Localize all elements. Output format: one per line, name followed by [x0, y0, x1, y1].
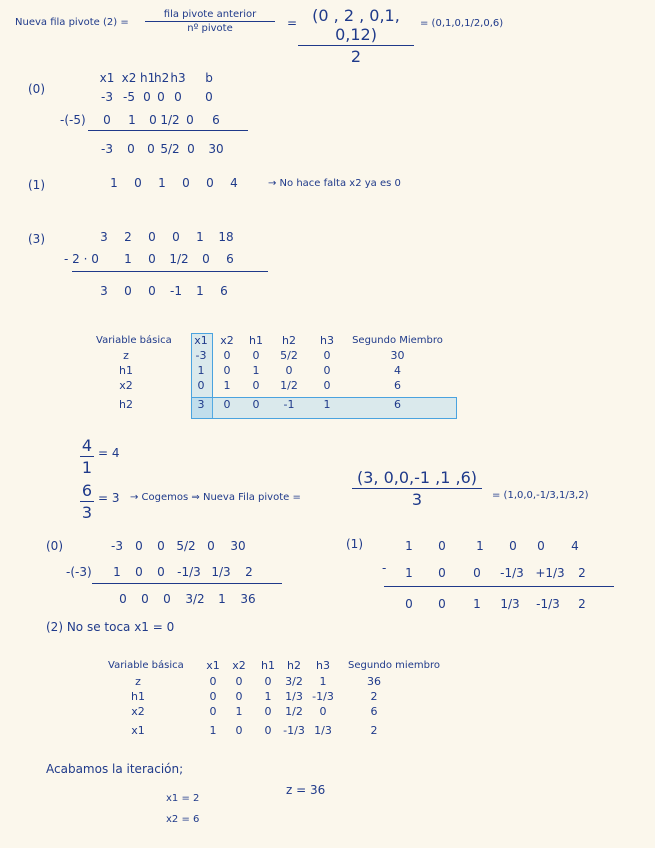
cell: 0	[163, 592, 171, 606]
cell: 6	[220, 284, 228, 298]
step2-numerator-1: fila pivote anterior	[163, 9, 257, 20]
ratio-1-value: = 4	[98, 446, 120, 460]
cell: x2	[131, 705, 145, 718]
step2-label: Nueva fila pivote (2) =	[15, 17, 129, 28]
cell: 3	[197, 397, 205, 411]
block3-row-a	[92, 230, 240, 244]
cell: z	[123, 349, 129, 362]
cell: 0	[186, 113, 194, 127]
header-cell: x1	[206, 658, 220, 672]
cell: 18	[218, 230, 234, 244]
cell: 1/2	[169, 252, 189, 266]
ratio-1-den: 1	[81, 458, 93, 477]
cell: -1/3	[536, 597, 560, 611]
block0b-label: (0)	[46, 539, 63, 553]
cell: 0	[202, 252, 210, 266]
block1-row	[102, 176, 246, 190]
cell: 1	[323, 397, 331, 411]
cell: 5/2	[176, 539, 196, 553]
simplex-table-2	[108, 656, 449, 741]
header-x2: x2	[121, 71, 137, 85]
cell: 0	[438, 539, 446, 553]
cell: -3	[101, 142, 113, 156]
cell: 0	[209, 690, 217, 703]
cell: 0	[157, 90, 165, 104]
step2-result: = (0,1,0,1/2,0,6)	[420, 18, 504, 29]
cell: 4	[230, 176, 238, 190]
cell: h1	[131, 690, 145, 703]
table-row	[96, 378, 450, 393]
cell: 6	[370, 705, 378, 718]
cell: 36	[367, 675, 381, 688]
cell: 1	[476, 539, 484, 553]
header-x1: x1	[99, 71, 115, 85]
block1b-underline	[384, 586, 614, 587]
cell: 0	[127, 142, 135, 156]
cell: 0	[148, 284, 156, 298]
cell: 0	[205, 90, 213, 104]
cell: 1	[218, 592, 226, 606]
header-cell: h2	[287, 658, 301, 672]
cell: 3	[100, 230, 108, 244]
cell: 0	[264, 675, 272, 688]
cell: 3/2	[185, 592, 205, 606]
block0b-multiplier: -(-3)	[66, 565, 92, 579]
table-row	[108, 719, 449, 741]
cell: 0	[223, 349, 231, 362]
cell: 0	[119, 592, 127, 606]
cell: 0	[235, 690, 243, 703]
table-row	[108, 674, 449, 689]
cell: -1/3	[500, 566, 524, 580]
cell: -1/3	[312, 690, 334, 703]
header-b: b	[205, 71, 213, 85]
cell: -5	[123, 90, 135, 104]
block0-label: (0)	[28, 82, 45, 96]
cell: 0	[147, 142, 155, 156]
cell: 1	[158, 176, 166, 190]
final-z: z = 36	[286, 783, 326, 797]
step2-equals: =	[287, 16, 298, 30]
cell: 0	[264, 705, 272, 718]
block1b-row-b	[396, 566, 596, 580]
cell: 1	[128, 113, 136, 127]
cell: 1	[196, 230, 204, 244]
cell: x2	[119, 379, 133, 392]
cell: 1	[197, 364, 205, 377]
ratio-2-note: → Cogemos ⇒ Nueva Fila pivote =	[130, 492, 301, 503]
cell: 1	[405, 539, 413, 553]
cell: 4	[394, 364, 401, 377]
header-cell: h3	[316, 658, 330, 672]
cell: 30	[230, 539, 246, 553]
cell: 1	[196, 284, 204, 298]
cell: 0	[252, 349, 260, 362]
header-h1: h1	[140, 71, 156, 85]
cell: 0	[223, 364, 231, 377]
cell: 1	[405, 566, 413, 580]
cell: 0	[174, 90, 182, 104]
cell: 0	[135, 539, 143, 553]
block1b-row-c	[396, 597, 596, 611]
cell: -1/3	[283, 723, 305, 737]
cell: 0	[207, 539, 215, 553]
cell: 0	[223, 397, 231, 411]
cell: -1/3	[177, 565, 201, 579]
cell: 0	[285, 364, 293, 377]
table-row	[96, 395, 450, 413]
cell: 1	[252, 364, 260, 377]
table-row	[96, 363, 450, 378]
cell: 1	[113, 565, 121, 579]
header-cell: x1	[194, 334, 208, 347]
block0-underline	[88, 130, 248, 131]
cell: 0	[124, 284, 132, 298]
cell: 1/2	[160, 113, 180, 127]
cell: 2	[370, 723, 378, 737]
cell: h2	[119, 397, 133, 411]
cell: 6	[394, 379, 401, 392]
cell: 0	[438, 566, 446, 580]
header-cell: h3	[320, 334, 334, 347]
final-x2: x2 = 6	[166, 814, 200, 825]
cell: 0	[509, 539, 517, 553]
header-cell: x2	[220, 334, 234, 347]
cell: 0	[143, 90, 151, 104]
step2-numerator-2: (0 , 2 , 0,1, 0,12)	[312, 6, 400, 44]
cell: 0	[323, 379, 331, 392]
cell: 0	[209, 675, 217, 688]
cell: 0	[187, 142, 195, 156]
cell: 1	[319, 675, 327, 688]
ratio-2-value: = 3	[98, 491, 120, 505]
cell: 0	[537, 539, 545, 553]
ratio-2	[80, 481, 94, 522]
header-cell: Variable básica	[108, 659, 184, 671]
cell: 1/2	[285, 705, 303, 718]
cell: 1/3	[211, 565, 231, 579]
cell: 0	[252, 379, 260, 392]
pivot-numerator: (3, 0,0,-1 ,1 ,6)	[356, 468, 478, 487]
cell: 0	[438, 597, 446, 611]
cell: 6	[394, 397, 401, 411]
cell: 1/3	[314, 723, 332, 737]
cell: 0	[157, 539, 165, 553]
step2-fraction-1	[145, 9, 275, 34]
block0-row-a	[96, 90, 230, 104]
cell: 5/2	[160, 142, 180, 156]
cell: 0	[405, 597, 413, 611]
cell: 0	[206, 176, 214, 190]
cell: 1/3	[500, 597, 520, 611]
cell: x1	[131, 723, 145, 737]
cell: 0	[148, 230, 156, 244]
block3-row-c	[92, 284, 236, 298]
cell: 1	[264, 690, 272, 703]
cell: 3/2	[285, 675, 303, 688]
pivot-fraction	[352, 468, 482, 509]
cell: 0	[103, 113, 111, 127]
cell: 0	[157, 565, 165, 579]
cell: 0	[323, 349, 331, 362]
block0-row-c	[96, 142, 232, 156]
block1b-row-a	[396, 539, 596, 553]
header-cell: h2	[282, 334, 296, 347]
cell: 0	[319, 705, 327, 718]
cell: -3	[111, 539, 123, 553]
cell: -1	[170, 284, 182, 298]
block1-label: (1)	[28, 178, 45, 192]
note-row-2: (2) No se toca x1 = 0	[46, 620, 175, 634]
pivot-result: = (1,0,0,-1/3,1/3,2)	[492, 490, 589, 501]
step2-denominator-1: nº pivote	[187, 23, 233, 34]
final-x1: x1 = 2	[166, 793, 200, 804]
cell: 0	[209, 705, 217, 718]
table-row	[96, 348, 450, 363]
cell: 2	[124, 230, 132, 244]
block0-row-b	[96, 113, 232, 127]
header-cell: h1	[261, 658, 275, 672]
table-header	[96, 333, 450, 348]
cell: 0	[252, 397, 260, 411]
header-cell: Variable básica	[96, 335, 172, 346]
step2-denominator-2: 2	[350, 47, 362, 66]
ratio-1	[80, 436, 94, 477]
block1b-label: (1)	[346, 537, 363, 551]
simplex-table-1	[96, 333, 450, 413]
cell: 0	[182, 176, 190, 190]
cell: 2	[245, 565, 253, 579]
cell: 0	[134, 176, 142, 190]
block3-multiplier: - 2 · 0	[64, 252, 99, 266]
block0b-row-a	[106, 539, 254, 553]
header-cell: x2	[232, 658, 246, 672]
header-cell: Segundo miembro	[348, 659, 440, 671]
cell: 0	[135, 565, 143, 579]
cell: 30	[390, 349, 405, 362]
cell: 0	[141, 592, 149, 606]
block0-header	[96, 71, 230, 85]
cell: 0	[473, 566, 481, 580]
cell: h1	[119, 364, 133, 377]
cell: 1	[110, 176, 118, 190]
cell: 0	[148, 252, 156, 266]
table-header	[108, 656, 449, 674]
cell: -3	[195, 349, 207, 362]
cell: +1/3	[535, 566, 565, 580]
table-row	[108, 704, 449, 719]
cell: 0	[149, 113, 157, 127]
block0b-row-c	[112, 592, 264, 606]
cell: 6	[226, 252, 234, 266]
block3-underline	[72, 271, 268, 272]
cell: 0	[235, 723, 243, 737]
cell: 1/2	[280, 379, 298, 392]
cell: 1/3	[285, 690, 303, 703]
header-cell: h1	[249, 334, 263, 347]
cell: 0	[172, 230, 180, 244]
cell: 0	[323, 364, 331, 377]
header-h3: h3	[170, 71, 186, 85]
step2-fraction-2	[298, 6, 414, 66]
cell: 3	[100, 284, 108, 298]
cell: 0	[197, 379, 205, 392]
cell: 2	[578, 566, 586, 580]
block0b-row-b	[106, 565, 262, 579]
ratio-2-num: 6	[81, 481, 93, 500]
cell: 1	[209, 723, 217, 737]
ratio-2-den: 3	[81, 503, 93, 522]
cell: 1	[473, 597, 481, 611]
block0b-underline	[92, 583, 282, 584]
block1-note: → No hace falta x2 ya es 0	[268, 178, 401, 189]
cell: 2	[578, 597, 586, 611]
cell: -1	[283, 397, 295, 411]
block3-label: (3)	[28, 232, 45, 246]
pivot-denominator: 3	[411, 490, 423, 509]
cell: 1	[124, 252, 132, 266]
cell: 6	[212, 113, 220, 127]
block3-row-b	[116, 252, 242, 266]
cell: -3	[101, 90, 113, 104]
block1b-minus: -	[382, 561, 387, 575]
block0-multiplier: -(-5)	[60, 113, 86, 127]
cell: 2	[370, 690, 378, 703]
cell: 30	[208, 142, 224, 156]
cell: 0	[264, 723, 272, 737]
final-text: Acabamos la iteración;	[46, 762, 184, 776]
ratio-1-num: 4	[81, 436, 93, 455]
cell: 0	[235, 675, 243, 688]
header-h2: h2	[154, 71, 170, 85]
cell: 1	[223, 379, 231, 392]
header-cell: Segundo Miembro	[352, 335, 443, 346]
table-row	[108, 689, 449, 704]
cell: z	[135, 675, 141, 688]
cell: 1	[235, 705, 243, 718]
cell: 5/2	[280, 349, 298, 362]
cell: 36	[240, 592, 256, 606]
cell: 4	[571, 539, 579, 553]
